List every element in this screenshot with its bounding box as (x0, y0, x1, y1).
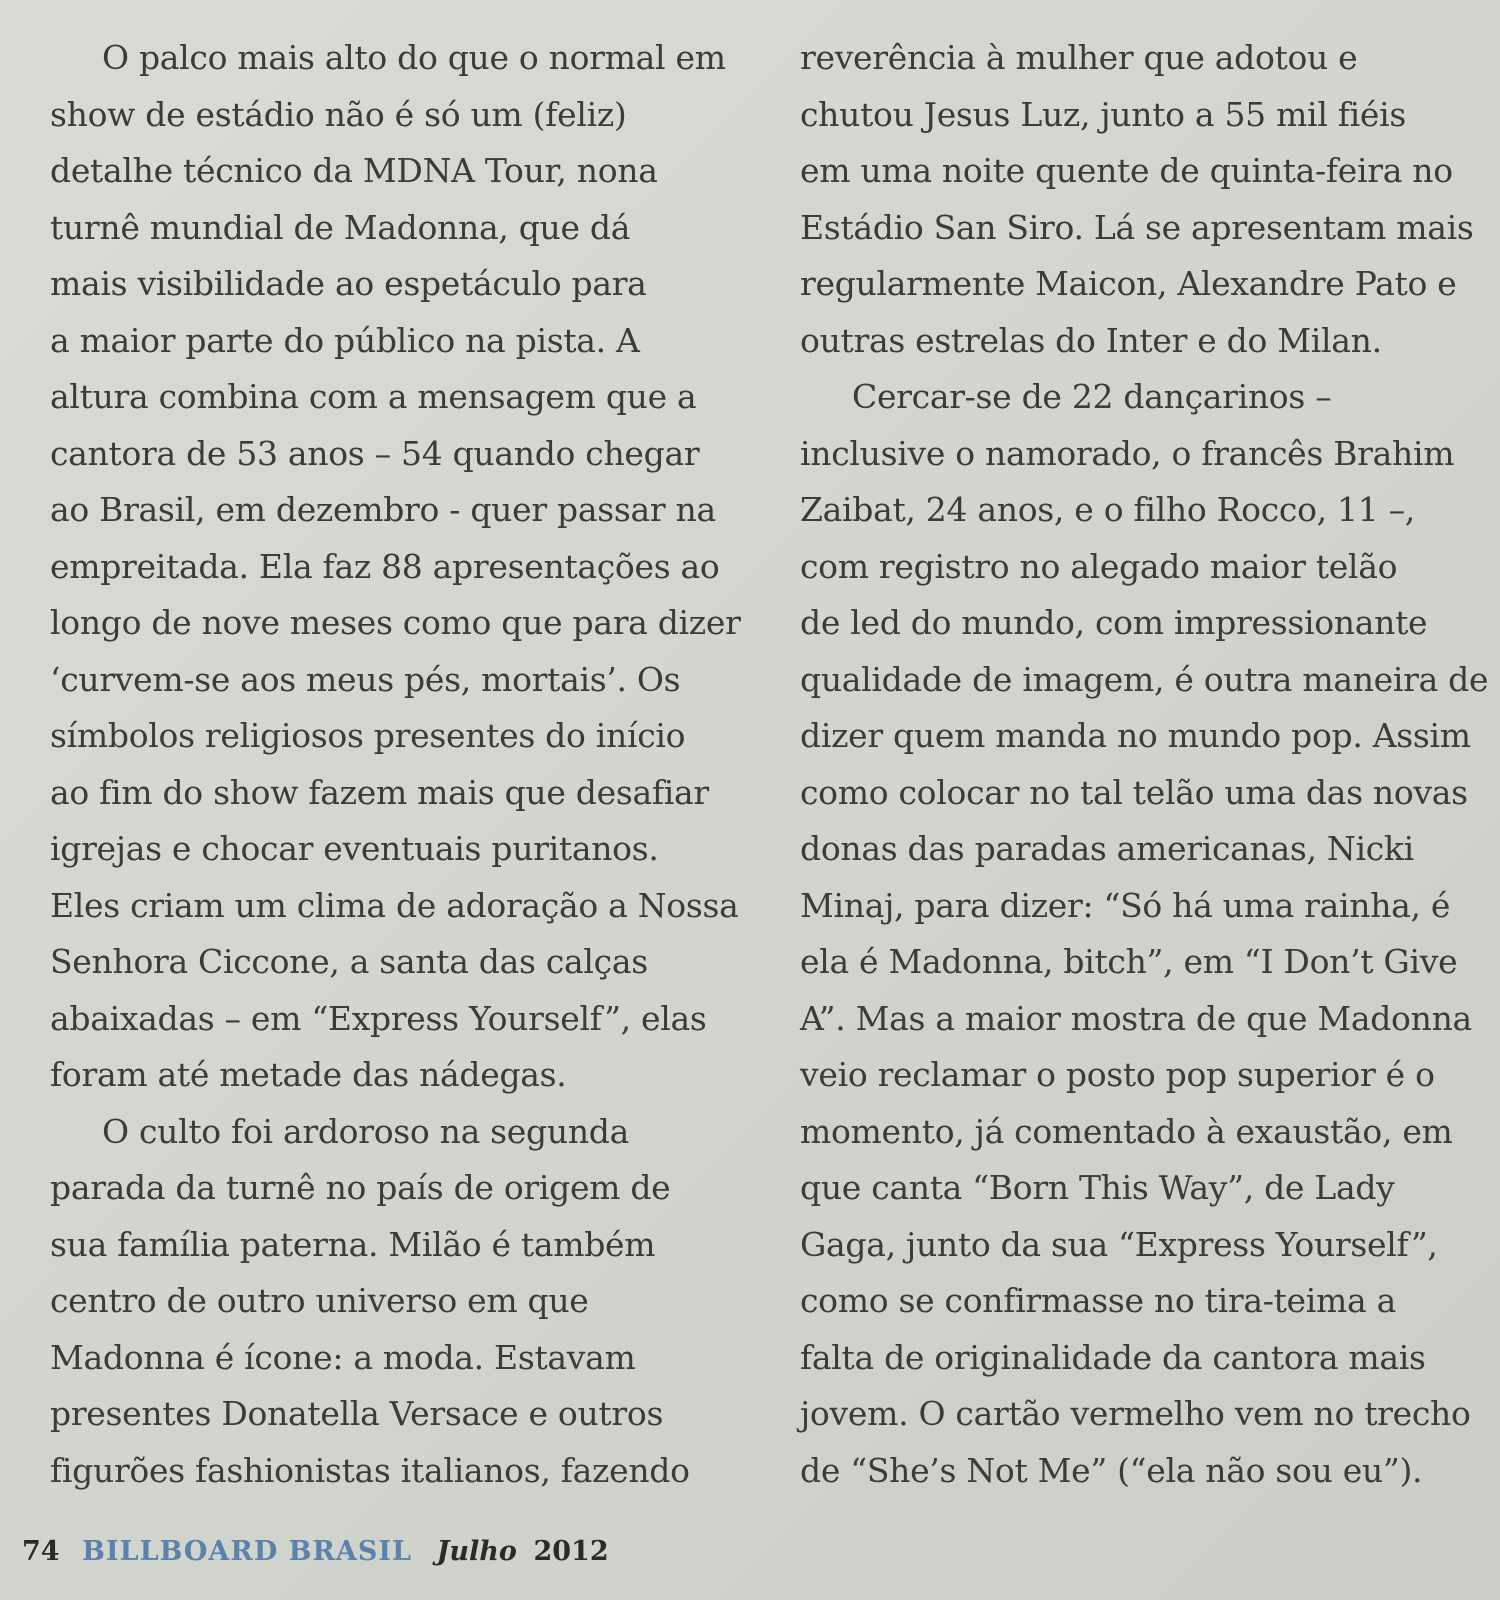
text-line: ao Brasil, em dezembro - quer passar na (50, 490, 716, 529)
text-line: detalhe técnico da MDNA Tour, nona (50, 151, 658, 190)
page-number: 74 (22, 1536, 60, 1567)
text-line: abaixadas – em “Express Yourself”, elas (50, 998, 707, 1038)
text-line: ao fim do show fazem mais que desafiar (50, 772, 709, 812)
page-footer (22, 1536, 609, 1567)
text-line: ela é Madonna, bitch”, em “I Don’t Give (800, 942, 1458, 981)
issue-month: Julho (436, 1536, 517, 1567)
text-line: reverência à mulher que adotou e (800, 38, 1358, 77)
text-line: O culto foi ardoroso na segunda (102, 1111, 629, 1151)
text-line: falta de originalidade da cantora mais (800, 1337, 1426, 1377)
text-line: A”. Mas a maior mostra de que Madonna (800, 998, 1472, 1038)
text-line: que canta “Born This Way”, de Lady (800, 1168, 1395, 1207)
text-line: Minaj, para dizer: “Só há uma rainha, é (800, 885, 1451, 925)
text-line: momento, já comentado à exaustão, em (800, 1111, 1453, 1151)
magazine-name: BILLBOARD BRASIL (82, 1536, 412, 1567)
text-line: show de estádio não é só um (feliz) (50, 94, 627, 134)
text-line: de led do mundo, com impressionante (800, 603, 1428, 642)
text-line: cantora de 53 anos – 54 quando chegar (50, 433, 700, 473)
text-line: longo de nove meses como que para dizer (50, 603, 741, 642)
text-line: foram até metade das nádegas. (50, 1055, 567, 1094)
text-line: O palco mais alto do que o normal em (102, 38, 726, 77)
text-line: chutou Jesus Luz, junto a 55 mil fiéis (800, 94, 1407, 134)
text-line: sua família paterna. Milão é também (50, 1224, 656, 1264)
text-line: jovem. O cartão vermelho vem no trecho (800, 1394, 1471, 1433)
text-line: Eles criam um clima de adoração a Nossa (50, 885, 739, 925)
text-line: Gaga, junto da sua “Express Yourself”, (800, 1224, 1438, 1264)
text-line: veio reclamar o posto pop superior é o (800, 1055, 1435, 1094)
text-line: Cercar-se de 22 dançarinos – (852, 377, 1332, 416)
text-line: outras estrelas do Inter e do Milan. (800, 320, 1382, 360)
text-line: empreitada. Ela faz 88 apresentações ao (50, 546, 720, 586)
text-line: regularmente Maicon, Alexandre Pato e (800, 264, 1457, 303)
text-line: figurões fashionistas italianos, fazendo (50, 1450, 690, 1490)
text-line: qualidade de imagem, é outra maneira de (800, 659, 1489, 699)
text-line: Estádio San Siro. Lá se apresentam mais (800, 207, 1474, 247)
text-line: mais visibilidade ao espetáculo para (50, 264, 647, 303)
text-line: de “She’s Not Me” (“ela não sou eu”). (800, 1450, 1423, 1490)
text-line: turnê mundial de Madonna, que dá (50, 207, 631, 247)
text-line: ‘curvem-se aos meus pés, mortais’. Os (50, 659, 681, 699)
text-line: com registro no alegado maior telão (800, 546, 1398, 586)
text-line: símbolos religiosos presentes do início (50, 716, 686, 755)
text-line: centro de outro universo em que (50, 1281, 589, 1320)
text-line: como se confirmasse no tira-teima a (800, 1281, 1396, 1320)
text-line: igrejas e chocar eventuais puritanos. (50, 829, 659, 868)
text-line: em uma noite quente de quinta-feira no (800, 151, 1453, 190)
article-column-right (800, 30, 1490, 1499)
text-line: donas das paradas americanas, Nicki (800, 829, 1414, 868)
issue-year: 2012 (533, 1536, 609, 1567)
text-line: Senhora Ciccone, a santa das calças (50, 942, 648, 981)
text-line: presentes Donatella Versace e outros (50, 1394, 664, 1433)
text-line: como colocar no tal telão uma das novas (800, 772, 1468, 812)
text-line: inclusive o namorado, o francês Brahim (800, 433, 1455, 473)
text-line: Zaibat, 24 anos, e o filho Rocco, 11 –, (800, 490, 1415, 529)
text-line: Madonna é ícone: a moda. Estavam (50, 1337, 636, 1377)
text-line: altura combina com a mensagem que a (50, 377, 697, 416)
article-column-left (50, 30, 740, 1499)
text-line: a maior parte do público na pista. A (50, 320, 640, 360)
text-line: dizer quem manda no mundo pop. Assim (800, 716, 1471, 755)
text-line: parada da turnê no país de origem de (50, 1168, 671, 1207)
